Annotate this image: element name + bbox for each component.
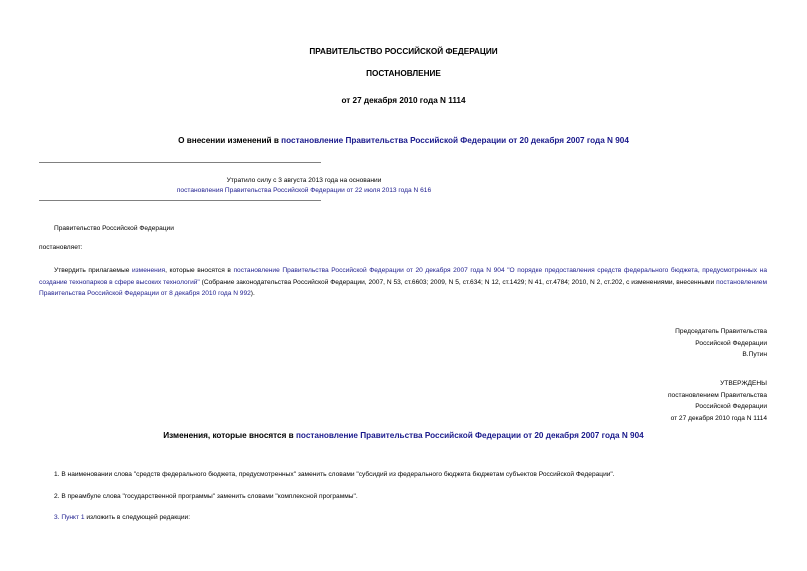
repeal-notice-line1: Утратило силу с 3 августа 2013 года на основании xyxy=(226,177,382,184)
p1-text-a: Утвердить прилагаемые xyxy=(54,267,132,274)
title-link[interactable]: постановление Правительства Российской Федерации от 20 декабря 2007 года N 904 xyxy=(281,136,629,145)
government-name: ПРАВИТЕЛЬСТВО РОССИЙСКОЙ ФЕДЕРАЦИИ xyxy=(309,47,498,56)
change-item-3-number: 3. xyxy=(54,514,62,521)
document-type: ПОСТАНОВЛЕНИЕ xyxy=(366,69,441,78)
changes-link[interactable]: изменения xyxy=(131,267,166,274)
issuer: Правительство Российской Федерации xyxy=(54,225,174,232)
signature-block xyxy=(467,326,767,361)
changes-title-prefix: Изменения, которые вносятся в xyxy=(163,431,296,440)
signature-name: В.Путин xyxy=(742,351,767,358)
decree-992-link[interactable]: постановлением Правительства Российской Федерации от 8 декабря 2010 года N 992 xyxy=(39,278,767,297)
p1-text-b: , которые вносятся в xyxy=(165,267,234,274)
approved-line3: Российской Федерации xyxy=(695,403,767,410)
change-item-2: 2. В преамбуле слова "государственной программы" заменить словами "комплексной программы". xyxy=(54,493,358,500)
approved-block xyxy=(467,378,767,424)
main-paragraph xyxy=(39,265,767,300)
changes-title-link[interactable]: постановление Правительства Российской Федерации от 20 декабря 2007 года N 904 xyxy=(295,431,644,440)
title-prefix: О внесении изменений в xyxy=(178,136,282,145)
change-item-3 xyxy=(54,512,774,524)
repeal-notice-link[interactable]: постановления Правительства Российской Федерации от 22 июля 2013 года N 616 xyxy=(176,187,432,194)
signature-line2: Российской Федерации xyxy=(695,339,767,347)
decrees-word: постановляет: xyxy=(39,244,83,251)
signature-line1: Председатель Правительства xyxy=(675,328,767,335)
changes-title xyxy=(0,431,807,440)
document-date-number: от 27 декабря 2010 года N 1114 xyxy=(341,96,466,105)
approved-line4: от 27 декабря 2010 года N 1114 xyxy=(670,414,767,422)
approved-line1: УТВЕРЖДЕНЫ xyxy=(720,380,767,387)
change-item-1: 1. В наименовании слова "средств федерального бюджета, предусмотренных" заменить словами "субсидий из федерального бюджета бюджетам субъектов Российской Федерации". xyxy=(54,471,615,478)
change-item-3-text: изложить в следующей редакции: xyxy=(84,514,191,521)
document-title xyxy=(0,136,807,145)
decree-904-link[interactable]: постановление Правительства Российской Федерации от 20 декабря 2007 года N 904 "О порядке предоставления средств федерального бюджета, предусмотренных на создание технопарков в сфере высоких технологий" xyxy=(39,267,767,286)
point-1-link[interactable]: Пункт 1 xyxy=(61,514,85,521)
notice-bottom-rule xyxy=(39,200,321,201)
p1-text-d: ). xyxy=(250,290,255,297)
p1-text-c: (Собрание законодательства Российской Федерации, 2007, N 53, ст.6603; 2009, N 5, ст.634; N 12, ст.1429; N 41, ст.4784; 2010, N 2, ст.202, с изменениями, внесенными xyxy=(199,278,717,286)
notice-top-rule xyxy=(39,162,321,163)
approved-line2: постановлением Правительства xyxy=(667,391,767,399)
